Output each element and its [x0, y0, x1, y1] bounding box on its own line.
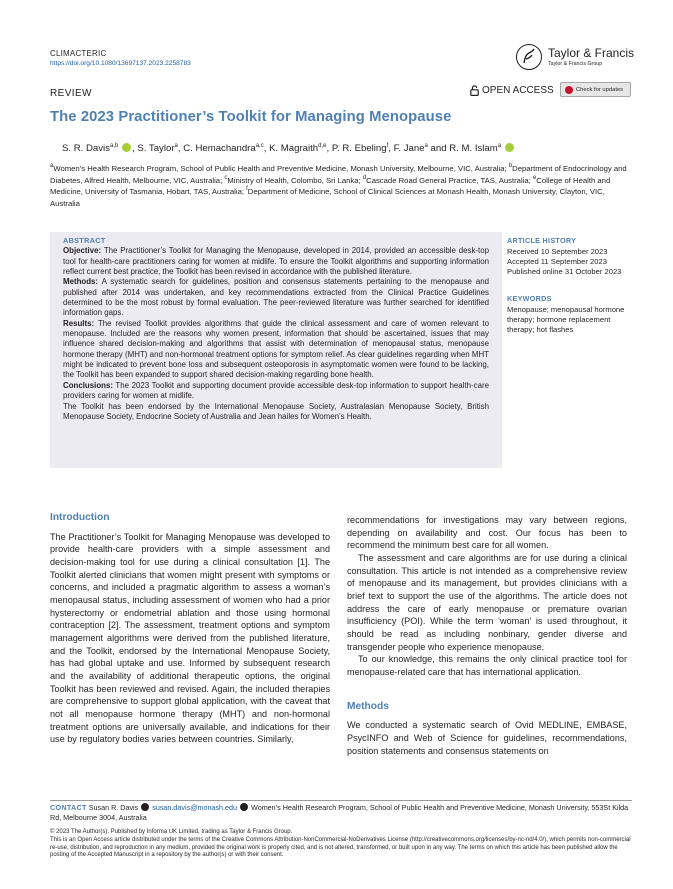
author-name: C. Hemachandra — [183, 143, 256, 154]
abstract-text — [63, 236, 489, 422]
author-name: P. R. Ebeling — [331, 143, 387, 154]
affiliation-text: Cascade Road General Practice, TAS, Australia; — [366, 175, 533, 185]
affiliation-mark: a — [50, 163, 54, 169]
conclusions-label: Conclusions: — [63, 380, 113, 390]
author-name: S. Taylor — [137, 143, 175, 154]
affiliation-text: Department of Endocrinology and Diabetes, Alfred Health, Melbourne, VIC, Australia; — [50, 164, 627, 185]
open-access-label: OPEN ACCESS — [482, 85, 554, 96]
doi-link[interactable]: https://doi.org/10.1080/13697137.2023.2258783 — [50, 60, 191, 67]
abstract-heading: ABSTRACT — [63, 236, 106, 245]
accepted-date: Accepted 11 September 2023 — [507, 257, 607, 266]
contact-label: CONTACT — [50, 803, 87, 812]
history-heading: ARTICLE HISTORY — [507, 236, 577, 245]
check-for-updates-label: Check for updates — [576, 86, 624, 93]
keywords-heading: KEYWORDS — [507, 294, 552, 303]
article-history — [507, 236, 637, 277]
published-date: Published online 31 October 2023 — [507, 267, 622, 276]
affiliation-text: Ministry of Health, Colombo, Sri Lanka; — [227, 175, 363, 185]
knowledge-paragraph: To our knowledge, this remains the only clinical practice tool for menopause-related care that has international application. — [347, 654, 627, 677]
author-separator: , — [132, 143, 138, 154]
author-separator: , — [263, 143, 270, 154]
affiliation-text: Department of Medicine, School of Clinical Sciences at Monash Health, Monash University, Clayton, VIC, Australia — [50, 187, 605, 208]
open-access-badge — [470, 85, 554, 96]
author-affiliation-mark: d,e — [318, 143, 327, 149]
conclusions-text: The 2023 Toolkit and supporting document provide accessible desk-top information to support health-care providers caring for women at midlife. — [63, 380, 489, 401]
publisher-logo[interactable] — [512, 42, 637, 74]
author-affiliation-mark: f — [386, 143, 389, 149]
results-text: The revised Toolkit provides algorithms that guide the clinical assessment and care of women relevant to menopause. Included are the reasons why women present, information that should be ascertained, issues that may influence shared decision-making and algorithms that assist with determination of menopausal status, menopause hormone therapy (MHT) and non-hormonal treatment options for symptom relief. As clear guidelines regarding when MHT might be indicated to prevent bone loss and subsequent osteoporosis in asymptomatic women were found to be lacking, the Toolkit has been expanded to support shared decision-making regarding bone health. — [63, 318, 489, 380]
author-affiliation-mark: a,c — [255, 143, 264, 149]
author-affiliation-mark: a — [174, 143, 178, 149]
author-name: F. Jane — [393, 143, 425, 154]
article-title: The 2023 Practitioner’s Toolkit for Managing Menopause — [50, 109, 452, 125]
methods-text: A systematic search for guidelines, position and consensus statements pertaining to the menopause and published after 2014 was undertaken, and key recommendations extracted from the Clinical Practice Guidelines determined to be the most robust by formal evaluation. The peer-reviewed literature was further searched for identified information gaps. — [63, 277, 489, 318]
contact-name: Susan R. Davis — [86, 803, 141, 812]
contact-email-link[interactable]: susan.davis@monash.edu — [152, 803, 238, 812]
author-list — [62, 143, 515, 154]
author-name: S. R. Davis — [62, 143, 110, 154]
publisher-name: Taylor & Francis — [548, 46, 635, 60]
author-separator: and — [427, 143, 450, 154]
orcid-icon[interactable] — [505, 143, 514, 152]
author-separator: , — [388, 143, 394, 154]
orcid-icon[interactable] — [122, 143, 131, 152]
footer-divider — [50, 800, 632, 801]
methods-label: Methods: — [63, 277, 99, 287]
keywords-block — [507, 294, 637, 335]
received-date: Received 10 September 2023 — [507, 247, 608, 256]
methods-paragraph: We conducted a systematic search of Ovid MEDLINE, EMBASE, PsycINFO and Web of Science for guidelines, recommendations, position statements and consensus statements on — [347, 720, 627, 756]
copyright-notice — [50, 829, 632, 860]
copyright-line: © 2023 The Author(s). Published by Informa UK Limited, trading as Taylor & Francis Group. — [50, 829, 293, 835]
contact-footer — [50, 803, 632, 823]
author-affiliation-mark: a,b — [109, 143, 119, 149]
open-lock-icon — [470, 85, 479, 96]
methods-heading: Methods — [347, 700, 389, 712]
intro-continued-paragraph: recommendations for investigations may vary between regions, depending on availability and cost. Our focus has been to recommend the minimum best care for all women. — [347, 515, 627, 551]
affiliation-mark: b — [508, 163, 513, 169]
crossmark-icon — [565, 86, 573, 94]
endorsement-text: The Toolkit has been endorsed by the International Menopause Society, Australasian Menopause Society, British Menopause Society, Endocrine Society of Australia and Jean hailes for Women’s Health. — [63, 401, 489, 421]
article-type: REVIEW — [50, 88, 92, 99]
license-text: This is an Open Access article distributed under the terms of the Creative Commons Attribution-NonCommercial-NoDerivatives License (http://creativecommons.org/licenses/by-nc-nd/4.0/), which permits non-commercial re-use, distribution, and reproduction in any medium, provided the original work is properly cited, and is not altered, transformed, or built upon in any way. The terms on which this article has been published allow the posting of the Accepted Manuscript in a repository by the author(s) or with their consent. — [50, 836, 631, 859]
affiliation-mark: e — [532, 174, 537, 181]
objective-label: Objective: — [63, 246, 102, 256]
author-name: K. Magraith — [269, 143, 319, 154]
affiliation-mark: c — [224, 174, 228, 181]
affiliation-mark: d — [362, 174, 367, 181]
introduction-heading: Introduction — [50, 512, 110, 523]
author-affiliation-mark: a — [424, 143, 428, 149]
objective-text: The Practitioner’s Toolkit for Managing the Menopause, developed in 2014, provided an accessible desk-top tool for health-care practitioners caring for women at midlife. To ensure the Toolkit algorithms and supporting information reflect current best practice, the Toolkit has been revised in accordance with the published literature. — [63, 246, 489, 277]
affiliation-text: Women’s Health Research Program, School of Public Health and Preventive Medicine, Monash University, Melbourne, VIC, Australia; — [53, 164, 509, 173]
right-column — [347, 514, 627, 757]
results-label: Results: — [63, 318, 95, 328]
affiliation-text: College of Health and Medicine, University of Tasmania, Hobart, TAS, Australia; — [50, 175, 611, 196]
publisher-mark-icon — [516, 44, 542, 70]
author-name: R. M. Islam — [449, 143, 498, 154]
author-affiliation-mark: a — [497, 143, 502, 149]
intro-paragraph: The Practitioner’s Toolkit for Managing Menopause was developed to provide health-care providers with a simple assessment and decision-making tool for use during a clinical consultation [1]. The Toolkit alerted clinicians that women might present with symptoms or concerns, and included a pragmatic algorithm to assess a woman’s menopausal status, including assessment of women who had a prior hysterectomy or endometrial ablation and those using hormonal contraception [2]. The assessment, treatment options and symptom management algorithms were derived from the published literature, and the Toolkit, endorsed by the International Menopause Society, has had global uptake and use. Informed by subsequent research and the availability of additional therapeutic options, the original Toolkit has been reviewed and revised. Again, the included therapies are comprehensive to support global application, with the caveat that not all menopause hormone therapy (MHT) and non-hormonal treatment options are universally available, and indications for their use by regulatory bodies varies between countries. Similarly, — [50, 531, 330, 745]
affiliation-mark: f — [246, 186, 248, 192]
journal-name: CLIMACTERIC — [50, 49, 107, 58]
left-column — [50, 512, 330, 746]
keywords-list: Menopause; menopausal hormone therapy; hormone replacement therapy; hot flashes — [507, 305, 625, 334]
check-for-updates-button[interactable] — [560, 82, 631, 97]
affiliations — [50, 163, 632, 209]
contact-address: Women’s Health Research Program, School of Public Health and Preventive Medicine, Monash University, 553St Kilda Rd, Melbourne 3004, Australia — [50, 803, 629, 822]
author-separator: , — [326, 143, 332, 154]
address-icon — [240, 803, 248, 811]
assessment-paragraph: The assessment and care algorithms are for use during a clinical consultation. This article is not intended as a comprehensive review of menopause and its management, but provides clinicians with a brief text to support the use of the algorithms. The article does not address the care of early menopause or premature ovarian insufficiency (POI). While the term ‘woman’ is used throughout, it should be read as including nonbinary, gender diverse and transgender people who experience menopause. — [347, 552, 627, 652]
author-separator: , — [177, 143, 184, 154]
email-icon — [141, 803, 149, 811]
publisher-group: Taylor & Francis Group — [548, 61, 603, 67]
